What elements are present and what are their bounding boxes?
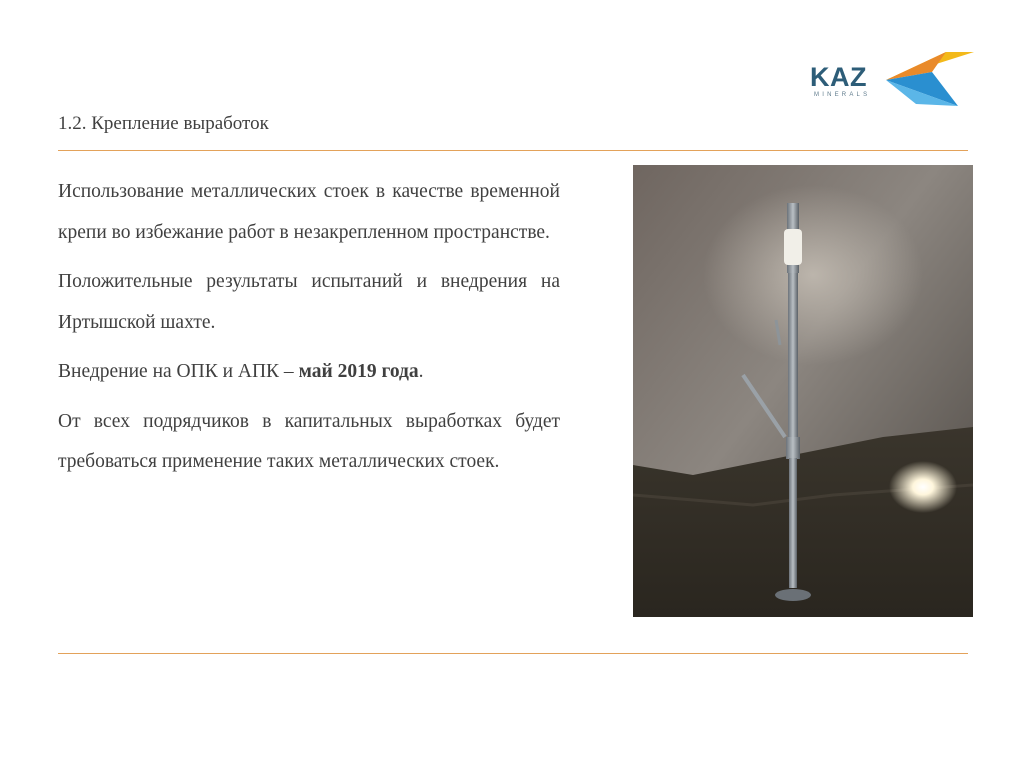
mine-support-photo [633,165,973,617]
logo-mark-icon [876,50,974,108]
logo-word: KAZ [810,62,867,92]
logo-subword: MINERALS [814,92,871,98]
slide-title: 1.2. Крепление выработок [58,113,269,134]
top-divider [58,150,968,151]
paragraph-3-suffix: . [418,361,424,382]
paragraph-4: От всех подрядчиков в капитальных выработках будет требоваться применение таких металлических стоек. [58,410,560,472]
paragraph-1: Использование металлических стоек в качестве временной крепи во избежание работ в незакрепленном пространстве. [58,181,560,243]
paragraph-3 [58,352,560,393]
body-text [58,172,560,492]
paragraph-3-prefix: Внедрение на ОПК и АПК – [58,361,299,382]
photo-illustration [633,165,973,617]
kaz-minerals-logo [808,50,976,108]
paragraph-3-date: май 2019 года [298,361,419,382]
paragraph-2: Положительные результаты испытаний и внедрения на Иртышской шахте. [58,271,560,333]
bottom-divider [58,653,968,654]
